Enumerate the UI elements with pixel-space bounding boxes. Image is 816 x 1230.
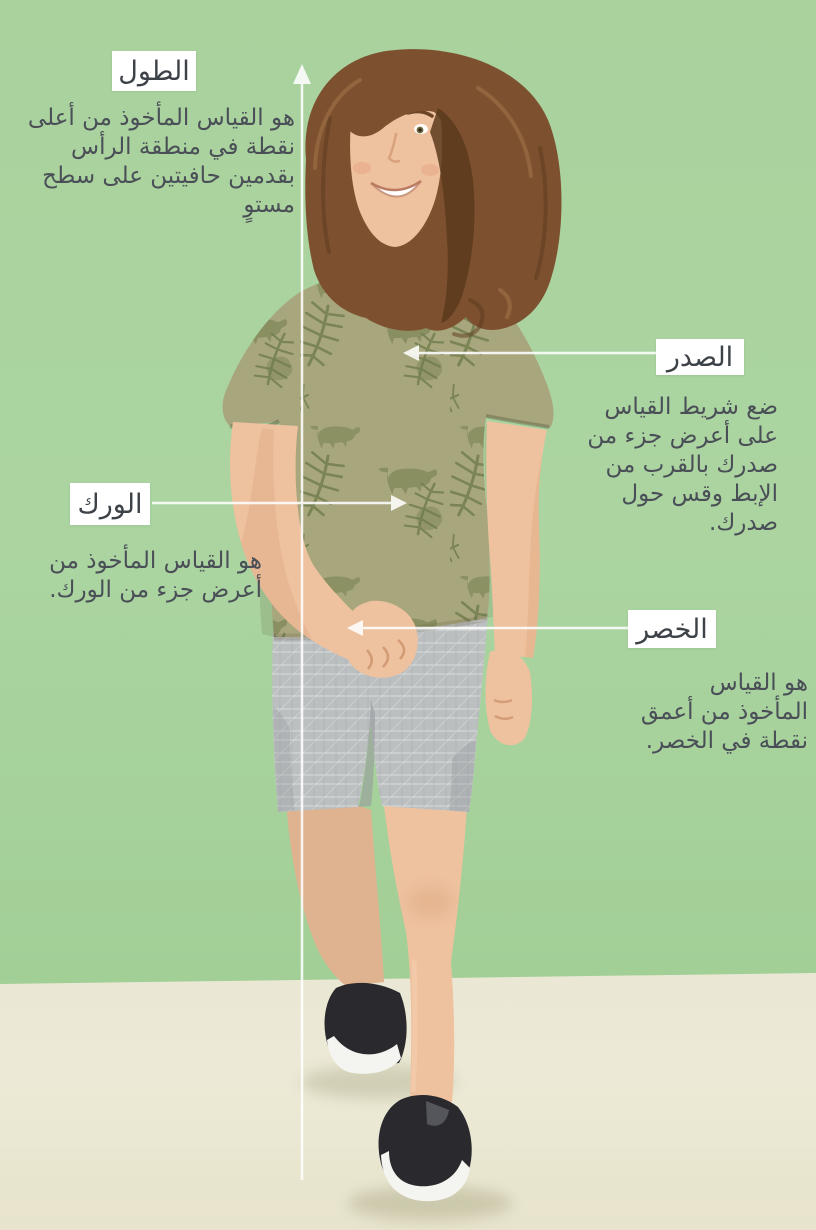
height-description: هو القياس المأخوذ من أعلى نقطة في منطقة الرأس بقدمين حافيتين على سطح مستوٍ	[27, 105, 295, 218]
hip-description: هو القياس المأخوذ من أعرض جزء من الورك.	[49, 548, 262, 603]
chest-description: ضع شريط القياس على أعرض جزء من صدرك بالقرب من الإبط وقس حول صدرك.	[587, 394, 778, 536]
hip-label: الورك	[70, 483, 150, 525]
height-label: الطول	[112, 51, 196, 91]
chest-label: الصدر	[656, 339, 744, 375]
front-shoe	[379, 1095, 472, 1201]
head	[305, 49, 561, 336]
waist-label: الخصر	[628, 610, 716, 648]
back-shoe	[325, 983, 407, 1074]
waist-description: هو القياس المأخوذ من أعمق نقطة في الخصر.	[640, 670, 808, 754]
